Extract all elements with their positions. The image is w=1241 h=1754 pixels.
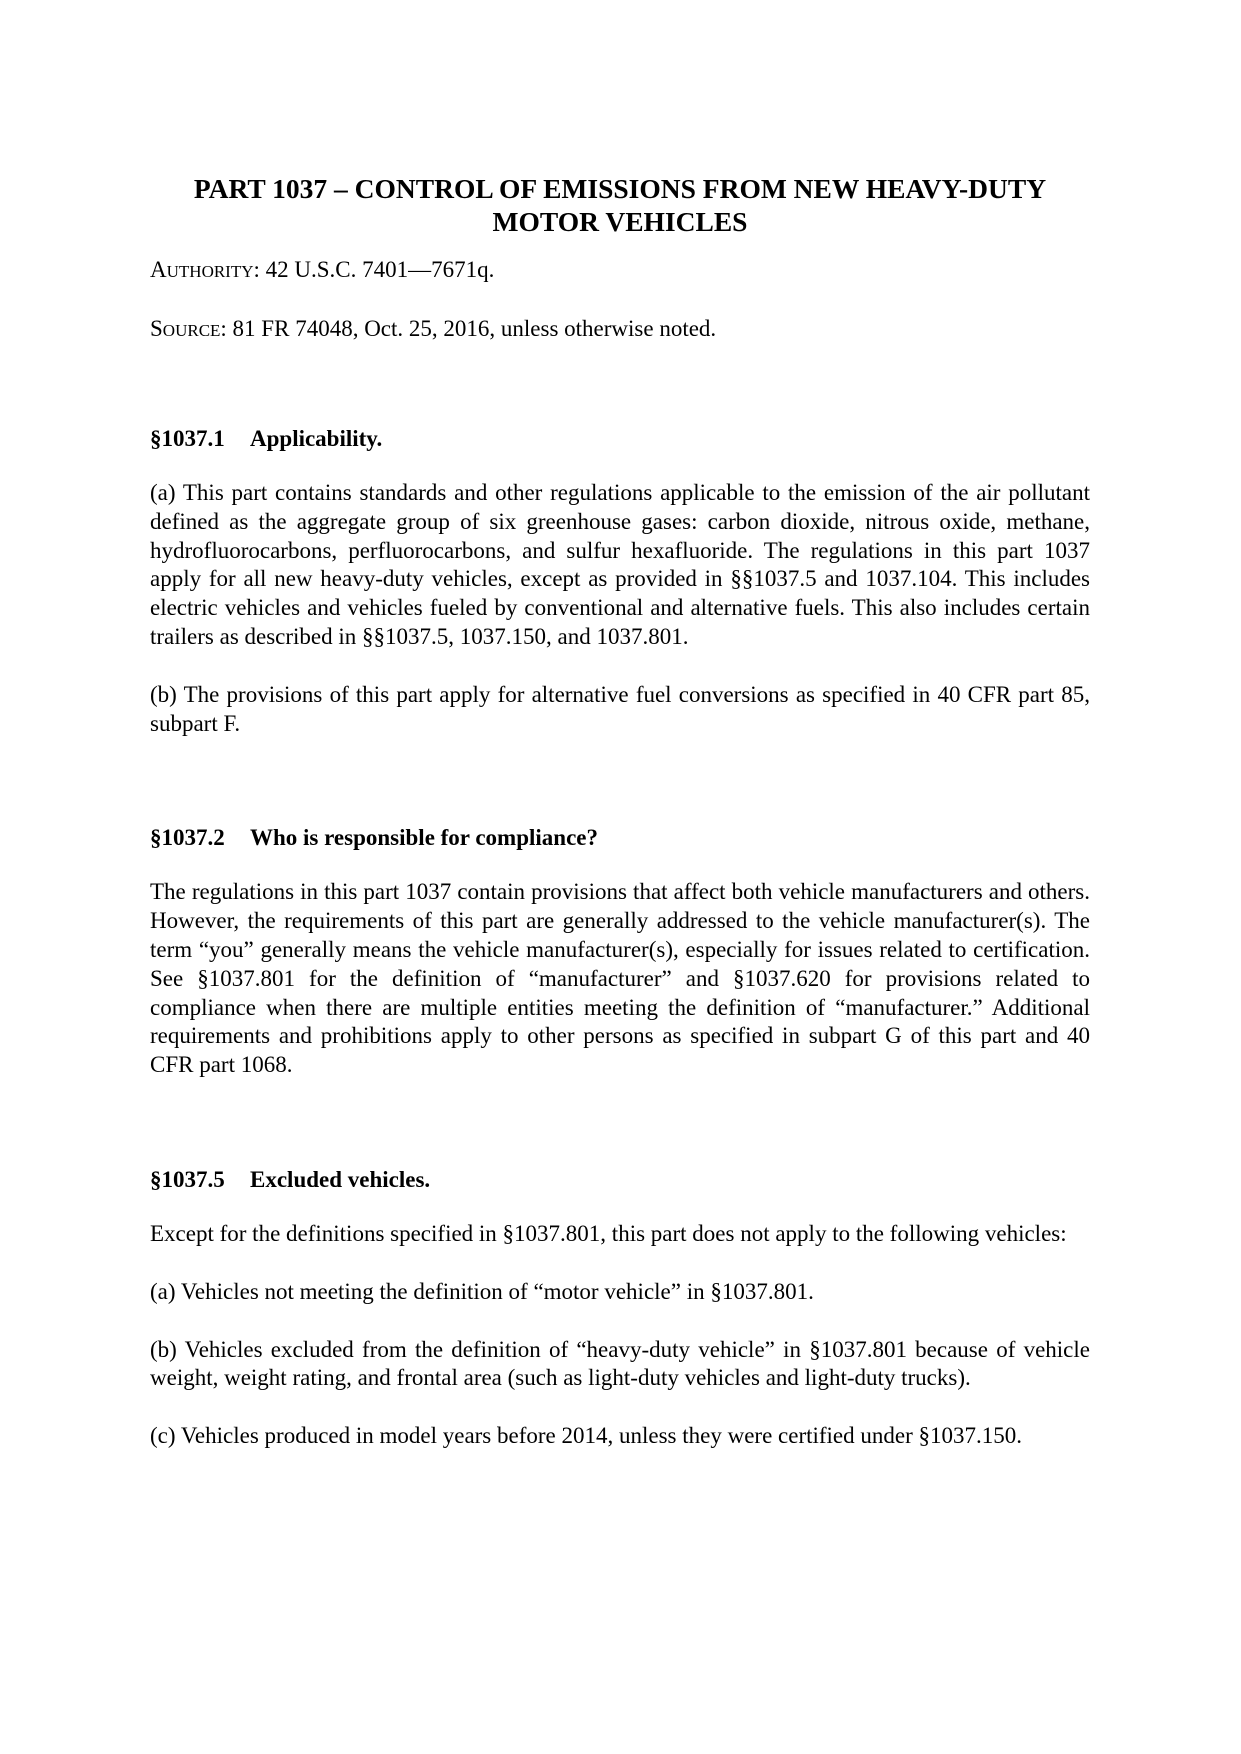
paragraph: (c) Vehicles produced in model years before 2014, unless they were certified under §1037.150. xyxy=(150,1423,1023,1449)
section-1037-2 xyxy=(150,824,1090,1080)
section-number: §1037.5 xyxy=(150,1166,225,1192)
authority-text: : 42 U.S.C. 7401—7671q. xyxy=(253,257,495,282)
section-1037-1 xyxy=(150,425,1090,738)
paragraph: Except for the definitions specified in §1037.801, this part does not apply to the following vehicles: xyxy=(150,1220,1067,1246)
section-heading xyxy=(150,425,1090,453)
source-label-initial: S xyxy=(150,316,163,341)
paragraph: The regulations in this part 1037 contain provisions that affect both vehicle manufacturers and others. However, the requirements of this part are generally addressed to the vehicle manufacturer(s). The term “you” generally means the vehicle manufacturer(s), especially for issues related to certification. See §1037.801 for the definition of “manufacturer” and §1037.620 for provisions related to compliance when there are multiple entities meeting the definition of “manufacturer.” Additional requirements and prohibitions apply to other persons as specified in subpart G of this part and 40 CFR part 1068. xyxy=(150,879,1090,1078)
authority-label-initial: A xyxy=(150,257,167,282)
part-title: PART 1037 – CONTROL OF EMISSIONS FROM NEW HEAVY-DUTY MOTOR VEHICLES xyxy=(193,173,1047,237)
source-text: : 81 FR 74048, Oct. 25, 2016, unless otherwise noted. xyxy=(220,316,717,341)
section-number: §1037.2 xyxy=(150,825,225,851)
section-title: Excluded vehicles. xyxy=(250,1166,431,1192)
section-title: Who is responsible for compliance? xyxy=(250,825,598,851)
section-number: §1037.1 xyxy=(150,426,225,451)
section-heading xyxy=(150,1166,1090,1194)
paragraph: (b) The provisions of this part apply for alternative fuel conversions as specified in 40 CFR part 85, subpart F. xyxy=(150,681,1090,736)
paragraph: (a) This part contains standards and other regulations applicable to the emission of the air pollutant defined as the aggregate group of six greenhouse gases: carbon dioxide, nitrous oxide, methane, hydrofluorocarbons, perfluorocarbons, and sulfur hexafluoride. The regulations in this part 1037 apply for all new heavy-duty vehicles, except as provided in §§1037.5 and 1037.104. This includes electric vehicles and vehicles fueled by conventional and alternative fuels. This also includes certain trailers as described in §§1037.5, 1037.150, and 1037.801. xyxy=(150,480,1090,649)
section-heading xyxy=(150,824,1090,852)
document-page xyxy=(150,172,1090,1451)
source-line xyxy=(150,315,1090,345)
section-1037-5 xyxy=(150,1166,1090,1451)
paragraph: (b) Vehicles excluded from the definition of “heavy-duty vehicle” in §1037.801 because of vehicle weight, weight rating, and frontal area (such as light-duty vehicles and light-duty trucks). xyxy=(150,1336,1090,1391)
source-label-rest: OURCE xyxy=(162,321,221,340)
section-title: Applicability. xyxy=(250,426,383,451)
authority-line xyxy=(150,256,1090,286)
paragraph: (a) Vehicles not meeting the definition of “motor vehicle” in §1037.801. xyxy=(150,1278,814,1304)
authority-label-rest: UTHORITY xyxy=(166,262,254,281)
